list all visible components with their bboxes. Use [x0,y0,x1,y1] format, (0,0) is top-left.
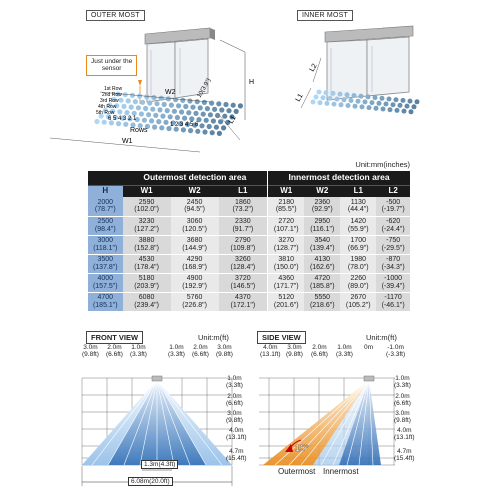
side-right-mark [394,375,411,389]
detection-dot [205,106,210,111]
detection-dot [339,102,344,107]
detection-dot [346,103,351,108]
detection-dot [204,118,209,123]
front-top-mark-meters: 2.0m [107,344,122,351]
detection-dot [217,131,222,136]
table-cell: 3680 (144.9") [171,235,219,254]
table-cell: 4370 (172.1") [219,292,268,311]
side-right-mark [394,427,415,441]
detection-dot [182,116,187,121]
front-top-mark-feet: (9.8ft) [216,351,233,359]
side-top-mark-feet: (13.1ft) [260,351,281,359]
side-right-mark [394,448,415,462]
table-cell: 4360 (171.7") [268,273,305,292]
table-cell: 4720 (185.8") [304,273,340,292]
detection-dot [189,116,194,121]
side-top-mark [386,344,405,358]
side-top-mark-feet: (6.6ft) [311,351,328,359]
front-right-mark [226,375,243,389]
detection-dot [215,113,220,118]
detection-dot [324,90,329,95]
detection-dot [359,94,364,99]
right-row-numbers: 1 2 3 4 5 6 [170,122,199,128]
table-cell: -500 (-19.7") [376,197,410,216]
column-header-l1-3: L1 [219,185,268,197]
front-right-mark-meters: 1.0m [227,375,242,382]
table-row [88,216,410,235]
table-cell: 2950 (116.1") [304,216,340,235]
detection-dot [183,104,188,109]
detection-dot [387,97,392,102]
column-header-h-0: H [88,185,123,197]
side-top-mark-feet: (3.3ft) [336,351,353,359]
detection-dot [311,100,316,105]
front-right-mark-meters: 3.0m [227,410,242,417]
detection-dot [195,129,200,134]
side-top-mark-meters: -1.0m [387,344,404,351]
detection-dot [380,96,385,101]
detection-dot [353,104,358,109]
table-cell: 2450 (94.5") [171,197,219,216]
detection-dot [181,127,186,132]
detection-dot [321,95,326,100]
detection-dot [218,119,223,124]
angle-label: 10(3.9") [196,77,213,99]
detection-dot [234,109,239,114]
detection-dot [325,101,330,106]
side-top-mark-meters: 4.0m [263,344,278,351]
table-cell: 2720 (107.1") [268,216,305,235]
table-row [88,273,410,292]
table-cell: 3500 (137.8") [88,254,123,273]
detection-dot [159,125,164,130]
detection-dot [219,107,224,112]
side-view-label: SIDE VIEW [257,331,306,344]
front-top-mark-meters: 1.0m [131,344,146,351]
table-cell: 4700 (185.1") [88,292,123,311]
detection-dot [231,103,236,108]
front-top-mark-meters: 1.0m [169,344,184,351]
table-body [88,197,410,311]
detection-dot [159,96,164,101]
rows-word: Rows [130,127,148,134]
detection-dot [176,103,181,108]
table-cell: 1980 (78.0") [340,254,376,273]
detection-dot [338,92,343,97]
detection-dot [202,129,207,134]
table-cell: 2360 (92.9") [304,197,340,216]
detection-dot [144,94,149,99]
detection-dot [221,125,226,130]
front-right-mark [226,410,243,424]
detection-dot [208,112,213,117]
detection-dot [381,107,386,112]
detection-dot [157,107,162,112]
detection-dot [202,100,207,105]
front-top-mark-meters: 2.0m [193,344,208,351]
front-top-mark [168,344,185,358]
detection-dot [318,100,323,105]
column-header-w2-2: W2 [171,185,219,197]
side-top-mark-meters: 0m [364,344,374,351]
table-cell: -1170 (-46.1") [376,292,410,311]
table-cell: 4530 (178.4") [123,254,171,273]
table-cell: 3000 (118.1") [88,235,123,254]
front-right-mark-meters: 4.7m [229,448,244,455]
detection-dot [370,100,375,105]
side-right-mark-feet: (9.8ft) [394,417,411,425]
callout-line-1: Just under the [91,58,133,65]
detection-dot [146,112,151,117]
front-right-mark [226,427,247,441]
table-cell: 4290 (168.9") [171,254,219,273]
detection-dot [133,99,138,104]
detection-dot [129,105,134,110]
inner-most-label: INNER MOST [297,10,353,21]
side-right-mark-meters: 2.0m [395,393,410,400]
detection-dot [149,118,154,123]
side-right-mark [394,410,411,424]
detection-dot [139,111,144,116]
side-right-mark [394,393,411,407]
detection-dot [345,92,350,97]
front-view-unit: Unit:m(ft) [198,333,229,342]
side-right-mark-feet: (6.6ft) [394,400,411,408]
front-top-mark [192,344,209,358]
detection-dot [142,118,147,123]
side-right-mark-meters: 4.7m [397,448,412,455]
front-right-mark-meters: 2.0m [227,393,242,400]
l2-label: L2 [308,62,319,73]
detection-dot [207,124,212,129]
detection-dot [186,110,191,115]
side-right-mark-meters: 1.0m [395,375,410,382]
table-unit-note: Unit:mm(inches) [355,160,410,169]
detection-dot [123,122,128,127]
table-h-group [88,171,123,185]
table-cell: -620 (-24.4") [376,216,410,235]
detection-dot [153,113,158,118]
table-cell: 4000 (157.5") [88,273,123,292]
detection-dot [314,95,319,100]
table-cell: 2330 (91.7") [219,216,268,235]
detection-dot [165,108,170,113]
row-label-1: 1st Row [104,86,123,92]
front-right-mark-feet: (6.6ft) [226,400,243,408]
side-angle: 15° [295,443,309,453]
detection-dot [352,93,357,98]
detection-dot [199,123,204,128]
column-header-l2-7: L2 [376,185,410,197]
table-cell: 1130 (44.4") [340,197,376,216]
detection-dot [391,102,396,107]
front-top-mark-feet: (3.3ft) [168,351,185,359]
detection-dot [367,105,372,110]
detection-dot [172,109,177,114]
detection-dot [124,110,129,115]
detection-dot [147,100,152,105]
side-top-mark-meters: 2.0m [312,344,327,351]
front-right-mark-feet: (9.8ft) [226,417,243,425]
table-row [88,254,410,273]
outer-most-label: OUTER MOST [86,10,145,21]
detection-dot [335,97,340,102]
table-row [88,235,410,254]
side-right-mark-meters: 3.0m [395,410,410,417]
detection-dot [179,109,184,114]
side-right-mark-feet: (3.3ft) [394,382,411,390]
detection-dot [377,101,382,106]
detection-dot [150,107,155,112]
front-top-mark-feet: (6.6ft) [192,351,209,359]
detection-dot [175,115,180,120]
table-cell: 5180 (203.9") [123,273,171,292]
detection-dot [193,111,198,116]
front-view-chart [78,340,250,498]
table-cell: -1000 (-39.4") [376,273,410,292]
table-cell: 2670 (105.2") [340,292,376,311]
front-right-mark-feet: (15.4ft) [226,455,247,463]
table-cell: 3230 (127.2") [123,216,171,235]
detection-dot [366,94,371,99]
detection-dot [395,108,400,113]
detection-dot [209,101,214,106]
front-right-mark-meters: 4.0m [229,427,244,434]
w2-label: W2 [165,89,176,96]
table-cell: 6080 (239.4") [123,292,171,311]
side-innermost-label: Innermost [323,467,359,476]
detection-dot [415,99,420,104]
inner-most-diagram [285,20,435,130]
detection-dot [360,104,365,109]
detection-dot [162,102,167,107]
detection-dot [402,109,407,114]
detection-dot [373,95,378,100]
table-cell: 3060 (120.5") [171,216,219,235]
front-top-mark-meters: 3.0m [83,344,98,351]
w1-label: W1 [122,138,133,145]
front-top-mark-meters: 3.0m [217,344,232,351]
detection-dot [317,90,322,95]
detection-dot [163,120,168,125]
front-top-mark [82,344,99,358]
detection-dot [412,104,417,109]
innermost-group-header: Innermost detection area [268,171,410,185]
detection-dot [152,125,157,130]
column-header-row [88,185,410,197]
detection-dot [154,101,159,106]
detection-dot [136,105,141,110]
detection-dot [226,108,231,113]
column-header-w1-4: W1 [268,185,305,197]
side-view-chart [255,340,415,480]
front-top-mark [106,344,123,358]
detection-dot [388,107,393,112]
side-outermost-label: Outermost [278,467,316,476]
table-cell: 2500 (98.4") [88,216,123,235]
side-right-mark-meters: 4.0m [397,427,412,434]
outermost-group-header: Outermost detection area [123,171,268,185]
detection-dot [216,101,221,106]
detection-area-table [88,171,410,312]
front-top-mark [216,344,233,358]
column-header-w2-5: W2 [304,185,340,197]
detection-dot [408,99,413,104]
detection-dot [140,100,145,105]
front-view-label: FRONT VIEW [86,331,143,344]
detection-dot [328,96,333,101]
callout-line-2: sensor [101,65,122,73]
row-label-2: 2nd Row [102,92,122,98]
detection-dot [117,109,122,114]
inner-l1-label: L1 [294,92,305,103]
row-label-5: 5th Row [96,110,115,116]
side-right-mark-feet: (15.4ft) [394,455,415,463]
front-right-mark [226,448,247,462]
detection-dot [180,98,185,103]
table-cell: -750 (-29.5") [376,235,410,254]
detection-dot [166,96,171,101]
h-dim-label: H [249,79,255,86]
table-cell: 5120 (201.6") [268,292,305,311]
column-header-l1-6: L1 [340,185,376,197]
front-right-mark-feet: (13.1ft) [226,434,247,442]
detection-dot [405,104,410,109]
side-top-mark [286,344,303,358]
detection-dot [332,102,337,107]
table-cell: 3540 (139.4") [304,235,340,254]
row-label-4: 4th Row [98,104,117,110]
table-cell: 1860 (73.2") [219,197,268,216]
detection-dot [210,130,215,135]
front-top-mark-feet: (6.6ft) [106,351,123,359]
detection-dot [188,128,193,133]
side-top-mark-feet: (9.8ft) [286,351,303,359]
detection-dot [363,99,368,104]
table-cell: 4130 (162.6") [304,254,340,273]
l1-label: L1 [227,114,238,125]
column-header-w1-1: W1 [123,185,171,197]
table-cell: 3810 (150.0") [268,254,305,273]
detection-dot [168,114,173,119]
detection-dot [211,118,216,123]
table-cell: 2180 (85.5") [268,197,305,216]
side-top-mark [311,344,328,358]
table-cell: 3880 (152.8") [123,235,171,254]
side-top-mark-meters: 1.0m [337,344,352,351]
side-top-mark [260,344,281,358]
detection-dot [102,120,107,125]
front-width-small: 1.3m(4.3ft) [141,460,178,469]
detection-dot [169,103,174,108]
table-row [88,197,410,216]
sensor-callout [86,55,137,76]
front-right-mark-feet: (3.3ft) [226,382,243,390]
side-top-mark-feet: (-3.3ft) [386,351,406,359]
front-top-mark-feet: (9.8ft) [82,351,99,359]
detection-dot [349,98,354,103]
detection-dot [409,109,414,114]
front-width-large: 6.08m(20.0ft) [128,477,173,486]
detection-dot [121,104,126,109]
side-top-mark [336,344,353,358]
left-row-numbers: 6 5 4 3 2 1 [108,116,137,122]
table-cell: 2590 (102.0") [123,197,171,216]
side-top-mark [364,344,373,351]
table-row [88,292,410,311]
detection-dot [126,98,131,103]
detection-dot [212,107,217,112]
detection-dot [94,119,99,124]
detection-dot [173,97,178,102]
front-top-mark [130,344,147,358]
detection-dot [130,93,135,98]
table-cell: 3260 (128.4") [219,254,268,273]
table-cell: 3270 (128.7") [268,235,305,254]
table-cell: 2790 (109.8") [219,235,268,254]
detection-dot [384,102,389,107]
detection-dot [156,119,161,124]
detection-dot [151,95,156,100]
table-cell: -870 (-34.3") [376,254,410,273]
detection-dot [331,91,336,96]
detection-dot [137,94,142,99]
detection-dot [222,114,227,119]
side-top-mark-meters: 3.0m [287,344,302,351]
detection-dot [198,105,203,110]
front-right-mark [226,393,243,407]
detection-dot [238,103,243,108]
table-cell: 4900 (192.9") [171,273,219,292]
outer-most-diagram [50,20,290,158]
detection-dot [356,99,361,104]
detection-dot [190,105,195,110]
detection-dot [143,106,148,111]
table-cell: 2260 (89.0") [340,273,376,292]
table-cell: 3720 (146.5") [219,273,268,292]
side-view-unit: Unit:m(ft) [366,333,397,342]
detection-dot [160,114,165,119]
detection-dot [201,112,206,117]
table-cell: 1700 (66.9") [340,235,376,254]
table-cell: 5760 (226.8") [171,292,219,311]
detection-dot [394,97,399,102]
detection-dot [401,98,406,103]
front-top-mark-feet: (3.3ft) [130,351,147,359]
detection-dot [195,99,200,104]
detection-dot [118,98,123,103]
row-label-3: 3rd Row [100,98,119,104]
table-cell: 5550 (218.6") [304,292,340,311]
detection-dot [374,106,379,111]
detection-dot [214,125,219,130]
detection-dot [223,102,228,107]
detection-dot [342,97,347,102]
table-cell: 2000 (78.7") [88,197,123,216]
detection-dot [187,98,192,103]
detection-dot [398,103,403,108]
table-cell: 1420 (55.9") [340,216,376,235]
detection-dot [123,92,128,97]
side-right-mark-feet: (13.1ft) [394,434,415,442]
